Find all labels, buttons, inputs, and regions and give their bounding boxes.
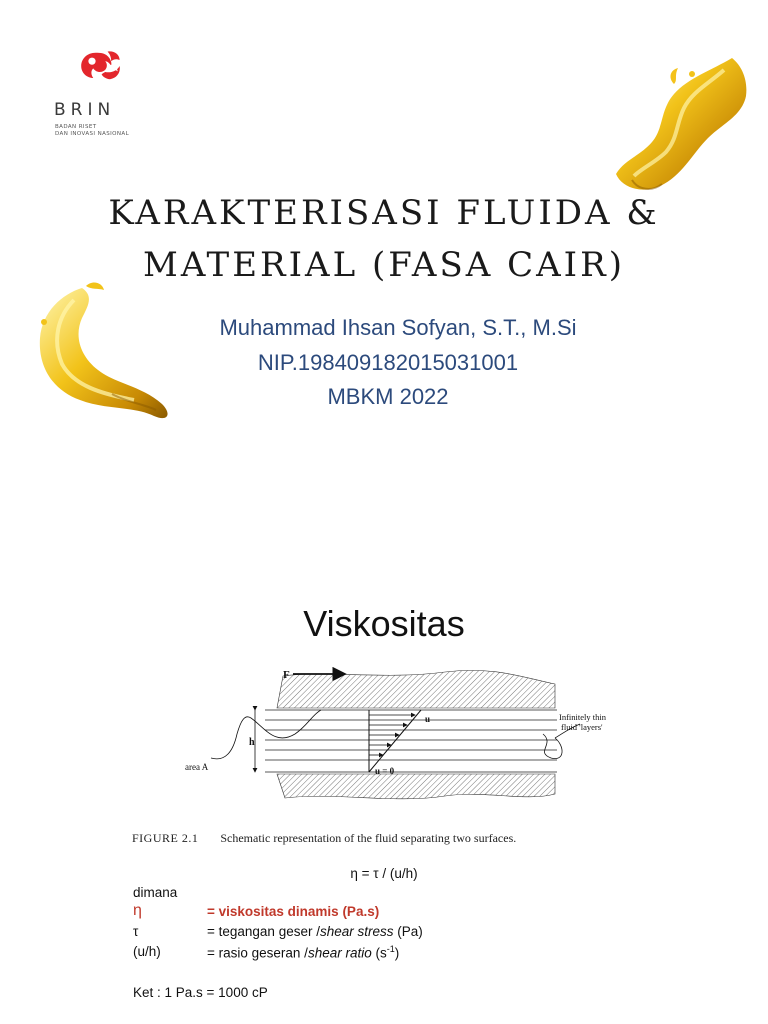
label-area: area A bbox=[185, 762, 209, 772]
viscosity-figure bbox=[125, 662, 645, 817]
bottom-plate bbox=[277, 774, 555, 799]
top-plate bbox=[277, 670, 555, 708]
logo-subtitle-line-2: DAN INOVASI NASIONAL bbox=[55, 131, 130, 137]
label-force: F bbox=[283, 669, 290, 681]
figure-caption bbox=[132, 831, 516, 846]
figure-caption-text: Schematic representation of the fluid separating two surfaces. bbox=[220, 831, 517, 845]
definition-text: = tegangan geser /shear stress (Pa) bbox=[207, 924, 423, 939]
brin-logo-icon bbox=[52, 48, 162, 108]
definition-text: = rasio geseran /shear ratio $(s^{-1})$ bbox=[207, 944, 400, 961]
title-line-1: KARAKTERISASI FLUIDA & bbox=[108, 193, 660, 233]
definition-symbol: τ bbox=[133, 924, 139, 939]
definition-symbol: (u/h) bbox=[133, 944, 161, 959]
label-layers-1: Infinitely thin bbox=[559, 712, 606, 722]
logo-subtitle-line-1: BADAN RISET bbox=[55, 124, 97, 130]
label-u: u bbox=[425, 714, 431, 724]
golden-splash-right-icon bbox=[612, 50, 752, 200]
title-line-2: MATERIAL (FASA CAIR) bbox=[143, 245, 625, 285]
definition-text: = viskositas dinamis (Pa.s) bbox=[207, 904, 380, 919]
dimana-label: dimana bbox=[133, 885, 178, 900]
label-h: h bbox=[249, 737, 255, 748]
figure-caption-number: FIGURE 2.1 bbox=[132, 831, 199, 845]
logo-wordmark: BRIN bbox=[54, 100, 116, 120]
label-layers-2: fluid 'layers' bbox=[561, 722, 603, 732]
author-nip: NIP.198409182015031001 bbox=[257, 350, 519, 375]
definition-symbol: η bbox=[133, 902, 142, 919]
unit-note: Ket : 1 Pa.s = 1000 cP bbox=[133, 985, 268, 1000]
author-event: MBKM 2022 bbox=[327, 384, 449, 409]
author-name: Muhammad Ihsan Sofyan, S.T., M.Si bbox=[219, 315, 577, 340]
section-title: Viskositas bbox=[303, 603, 465, 644]
viscosity-formula: η = τ / (u/h) bbox=[350, 866, 418, 881]
label-u0: u = 0 bbox=[375, 766, 395, 776]
